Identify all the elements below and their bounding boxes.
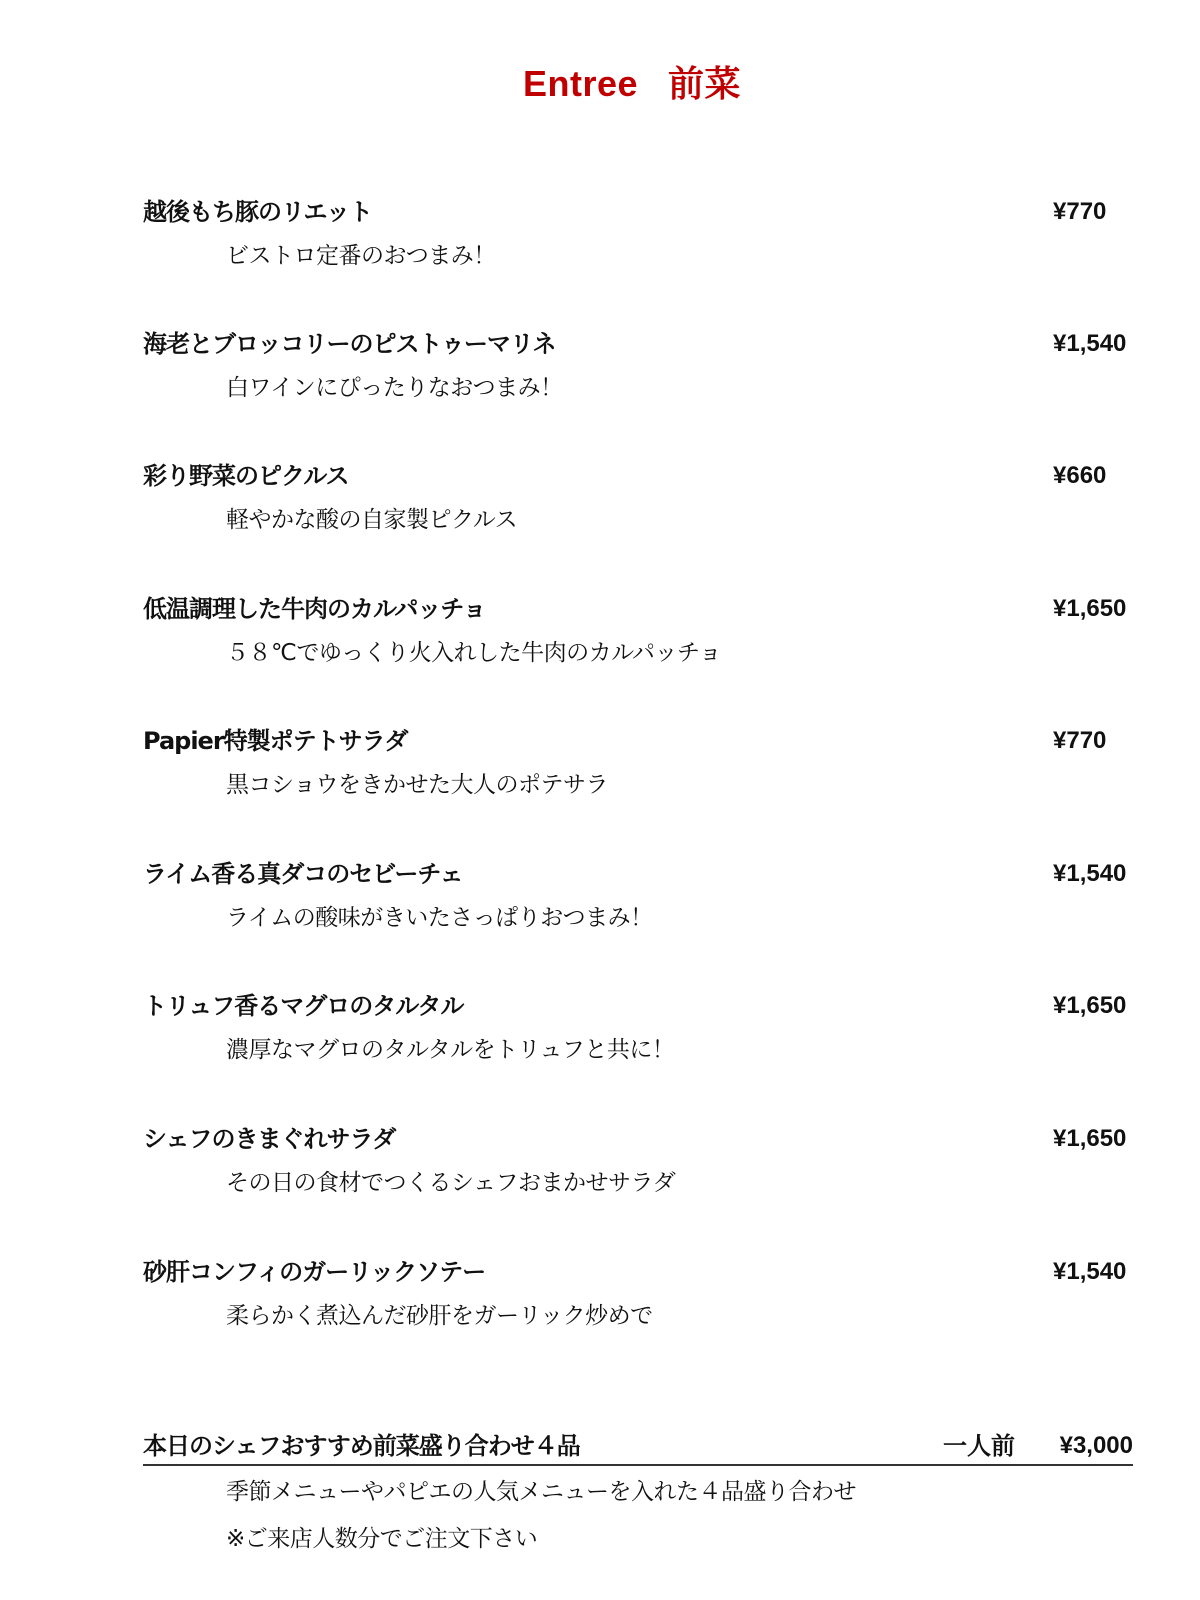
special-price: ¥3,000 <box>1059 1432 1133 1459</box>
item-name: シェフのきまぐれサラダ <box>143 1125 396 1153</box>
item-description: 軽やかな酸の自家製ピクルス <box>226 507 518 533</box>
menu-item <box>143 196 1133 296</box>
item-description: 柔らかく煮込んだ砂肝をガーリック炒めで <box>226 1303 653 1329</box>
special-note: ※ご来店人数分でご注文下さい <box>226 1526 538 1552</box>
special-header-row <box>143 1430 1133 1466</box>
item-price: ¥1,650 <box>1053 1125 1127 1152</box>
menu-item <box>143 990 1133 1090</box>
item-description: ビストロ定番のおつまみ！ <box>226 243 496 269</box>
item-description: ライムの酸味がきいたさっぱりおつまみ！ <box>226 905 653 931</box>
item-price: ¥1,650 <box>1053 595 1127 622</box>
special-description: 季節メニューやパピエの人気メニューを入れた４品盛り合わせ <box>226 1479 856 1505</box>
item-description: 黒コショウをきかせた大人のポテサラ <box>226 772 609 798</box>
menu-item <box>143 593 1133 693</box>
special-platter <box>143 1430 1133 1552</box>
title-japanese: 前菜 <box>668 63 742 104</box>
item-name: 低温調理した牛肉のカルパッチョ <box>143 595 486 623</box>
menu-item <box>143 460 1133 560</box>
title-english: Entree <box>522 63 639 104</box>
item-description: その日の食材でつくるシェフおまかせサラダ <box>226 1170 676 1196</box>
page-title <box>0 56 1200 107</box>
item-price: ¥1,540 <box>1053 860 1127 887</box>
item-name: 越後もち豚のリエット <box>143 198 373 226</box>
item-price: ¥1,650 <box>1053 992 1127 1019</box>
item-description: 白ワインにぴったりなおつまみ！ <box>226 375 563 401</box>
menu-item <box>143 328 1133 428</box>
item-price: ¥770 <box>1053 198 1107 225</box>
menu-item <box>143 858 1133 958</box>
item-name: 砂肝コンフィのガーリックソテー <box>143 1258 486 1286</box>
menu-item <box>143 1123 1133 1223</box>
item-price: ¥770 <box>1053 727 1107 754</box>
item-name: ライム香る真ダコのセビーチェ <box>143 860 463 888</box>
special-name: 本日のシェフおすすめ前菜盛り合わせ４品 <box>143 1432 580 1460</box>
menu-item <box>143 725 1133 825</box>
item-price: ¥1,540 <box>1053 330 1127 357</box>
per-person-label: 一人前 <box>943 1432 1015 1460</box>
item-name: 彩り野菜のピクルス <box>143 462 349 490</box>
item-name: トリュフ香るマグロのタルタル <box>143 992 464 1020</box>
item-description: ５８℃でゆっくり火入れした牛肉のカルパッチョ <box>226 640 722 666</box>
item-price: ¥660 <box>1053 462 1107 489</box>
item-name: Papier特製ポテトサラダ <box>143 727 408 755</box>
item-description: 濃厚なマグロのタルタルをトリュフと共に！ <box>226 1037 675 1063</box>
item-price: ¥1,540 <box>1053 1258 1127 1285</box>
item-name: 海老とブロッコリーのピストゥーマリネ <box>143 330 556 358</box>
menu-item <box>143 1256 1133 1356</box>
